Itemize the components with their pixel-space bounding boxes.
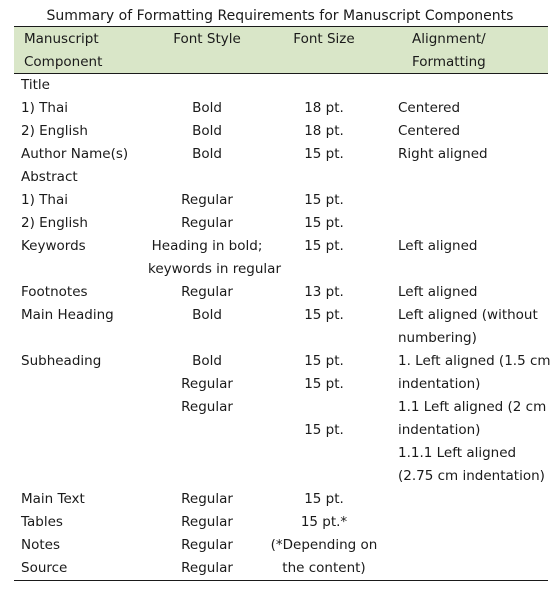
table-cell-c2: Regular bbox=[181, 560, 233, 576]
table-cell-c4 bbox=[382, 488, 548, 511]
table-cell-c2 bbox=[148, 327, 266, 350]
table-row bbox=[14, 189, 548, 212]
table-row bbox=[14, 235, 548, 258]
table-row bbox=[14, 258, 548, 281]
table-cell-c1: Source bbox=[21, 560, 68, 576]
table-row bbox=[14, 74, 548, 97]
table-cell-c1: 1) Thai bbox=[21, 192, 68, 208]
table-cell-c4 bbox=[382, 557, 548, 580]
table-cell-c3: the content) bbox=[282, 560, 366, 576]
table-cell-c4: 1.1 Left aligned (2 cm bbox=[398, 399, 547, 415]
header-font-style: Font Style bbox=[173, 31, 241, 47]
table-cell-c1 bbox=[14, 258, 148, 281]
table-cell-c1 bbox=[14, 373, 148, 396]
table-cell-c1 bbox=[14, 419, 148, 442]
header-alignment-formatting bbox=[382, 27, 548, 74]
table-cell-c3 bbox=[266, 442, 382, 465]
table-cell-c3: 15 pt. bbox=[304, 192, 344, 208]
table-bottom-rule bbox=[14, 580, 548, 581]
table-cell-c1: 2) English bbox=[21, 123, 88, 139]
table-cell-c3 bbox=[266, 396, 382, 419]
table-cell-c1: Author Name(s) bbox=[21, 146, 129, 162]
table-cell-c4: Right aligned bbox=[398, 146, 488, 162]
table-cell-c4 bbox=[382, 166, 548, 189]
table-cell-c2: Regular bbox=[181, 284, 233, 300]
table-cell-c2: Regular bbox=[181, 215, 233, 231]
table-cell-c4: 1. Left aligned (1.5 cm bbox=[398, 353, 551, 369]
table-row bbox=[14, 143, 548, 166]
table-row bbox=[14, 166, 548, 189]
table-cell-c2 bbox=[148, 442, 266, 465]
table-cell-c2: Regular bbox=[181, 399, 233, 415]
table-cell-c3 bbox=[266, 258, 382, 281]
table-cell-c4 bbox=[382, 189, 548, 212]
table-caption: Summary of Formatting Requirements for Manuscript Components bbox=[46, 8, 514, 24]
table-cell-c4: indentation) bbox=[398, 422, 481, 438]
table-row bbox=[14, 373, 548, 396]
header-col4-line1: Alignment/ bbox=[412, 31, 486, 47]
table-row bbox=[14, 97, 548, 120]
table-cell-c2: Bold bbox=[192, 146, 222, 162]
table-cell-c3: 15 pt. bbox=[304, 146, 344, 162]
table-cell-c3: 15 pt.* bbox=[300, 514, 348, 530]
header-col1-line1: Manuscript bbox=[24, 31, 99, 47]
table-cell-c1: 1) Thai bbox=[21, 100, 68, 116]
table-cell-c1: Abstract bbox=[21, 169, 78, 185]
table-cell-c3: 15 pt. bbox=[304, 353, 344, 369]
table-cell-c3: 15 pt. bbox=[304, 422, 344, 438]
table-cell-c3: 13 pt. bbox=[304, 284, 344, 300]
table-cell-c4 bbox=[382, 258, 548, 281]
table-row bbox=[14, 442, 548, 465]
table-cell-c2: Heading in bold; bbox=[151, 238, 263, 254]
table-cell-c2: Bold bbox=[192, 123, 222, 139]
table-cell-c2: Bold bbox=[192, 307, 222, 323]
table-cell-c4: Left aligned bbox=[398, 238, 478, 254]
table-cell-c2 bbox=[148, 419, 266, 442]
table-cell-c1: Main Heading bbox=[21, 307, 114, 323]
table-cell-c4: 1.1.1 Left aligned bbox=[398, 445, 517, 461]
table-cell-c2: Bold bbox=[192, 353, 222, 369]
table-cell-c3: 15 pt. bbox=[304, 238, 344, 254]
table-row bbox=[14, 212, 548, 235]
header-manuscript-component bbox=[14, 27, 148, 74]
table-cell-c4: (2.75 cm indentation) bbox=[398, 468, 545, 484]
table-cell-c1 bbox=[14, 327, 148, 350]
table-cell-c2: Regular bbox=[181, 376, 233, 392]
table-cell-c3 bbox=[266, 166, 382, 189]
table-cell-c4: Centered bbox=[398, 123, 461, 139]
table-cell-c1 bbox=[14, 465, 148, 488]
table-row bbox=[14, 304, 548, 327]
table-cell-c1: Tables bbox=[21, 514, 63, 530]
table-row bbox=[14, 281, 548, 304]
table-cell-c1: Subheading bbox=[21, 353, 102, 369]
table-row bbox=[14, 419, 548, 442]
header-font-size: Font Size bbox=[293, 31, 355, 47]
table-header bbox=[14, 27, 548, 74]
table-cell-c1 bbox=[14, 396, 148, 419]
table-row bbox=[14, 488, 548, 511]
table-cell-c2: Regular bbox=[181, 491, 233, 507]
table-row bbox=[14, 327, 548, 350]
table-cell-c3: 15 pt. bbox=[304, 307, 344, 323]
table-cell-c2: Regular bbox=[181, 537, 233, 553]
table-cell-c4 bbox=[382, 511, 548, 534]
table-cell-c3: 18 pt. bbox=[304, 100, 344, 116]
table-cell-c2: Bold bbox=[192, 100, 222, 116]
table-row bbox=[14, 350, 551, 373]
table-row bbox=[14, 557, 548, 580]
table-cell-c4: Centered bbox=[398, 100, 461, 116]
table-cell-c3 bbox=[266, 74, 382, 97]
table-cell-c2 bbox=[148, 465, 266, 488]
table-cell-c3 bbox=[266, 327, 382, 350]
table-row bbox=[14, 120, 548, 143]
header-col1-line2: Component bbox=[24, 54, 103, 70]
table-cell-c2: Regular bbox=[181, 192, 233, 208]
table-cell-c1: Main Text bbox=[21, 491, 85, 507]
table-cell-c4: indentation) bbox=[398, 376, 481, 392]
table-cell-c4 bbox=[382, 534, 548, 557]
table-cell-c4 bbox=[382, 212, 548, 235]
table-cell-c3: 18 pt. bbox=[304, 123, 344, 139]
table-row bbox=[14, 465, 548, 488]
table-body bbox=[14, 74, 551, 580]
table-cell-c4: numbering) bbox=[398, 330, 477, 346]
table-cell-c3: 15 pt. bbox=[304, 215, 344, 231]
table-cell-c1: 2) English bbox=[21, 215, 88, 231]
formatting-requirements-table bbox=[14, 26, 551, 581]
table-cell-c4: Left aligned bbox=[398, 284, 478, 300]
table-cell-c1: Notes bbox=[21, 537, 60, 553]
table-row bbox=[14, 511, 548, 534]
table-cell-c2 bbox=[148, 166, 266, 189]
table-cell-c4: Left aligned (without bbox=[398, 307, 538, 323]
table-cell-c4 bbox=[382, 74, 548, 97]
table-cell-c3: 15 pt. bbox=[304, 376, 344, 392]
table-cell-c1: Footnotes bbox=[21, 284, 88, 300]
table-cell-c1 bbox=[14, 442, 148, 465]
table-cell-c3 bbox=[266, 465, 382, 488]
table-cell-c2 bbox=[148, 74, 266, 97]
table-cell-c2: Regular bbox=[181, 514, 233, 530]
table-cell-c1: Keywords bbox=[21, 238, 86, 254]
table-row bbox=[14, 396, 548, 419]
table-cell-c1: Title bbox=[21, 77, 50, 93]
table-cell-c3: 15 pt. bbox=[304, 491, 344, 507]
table-row bbox=[14, 534, 548, 557]
header-col4-line2: Formatting bbox=[412, 54, 486, 70]
table-cell-c2: keywords in regular bbox=[148, 261, 281, 277]
table-cell-c3: (*Depending on bbox=[270, 537, 378, 553]
